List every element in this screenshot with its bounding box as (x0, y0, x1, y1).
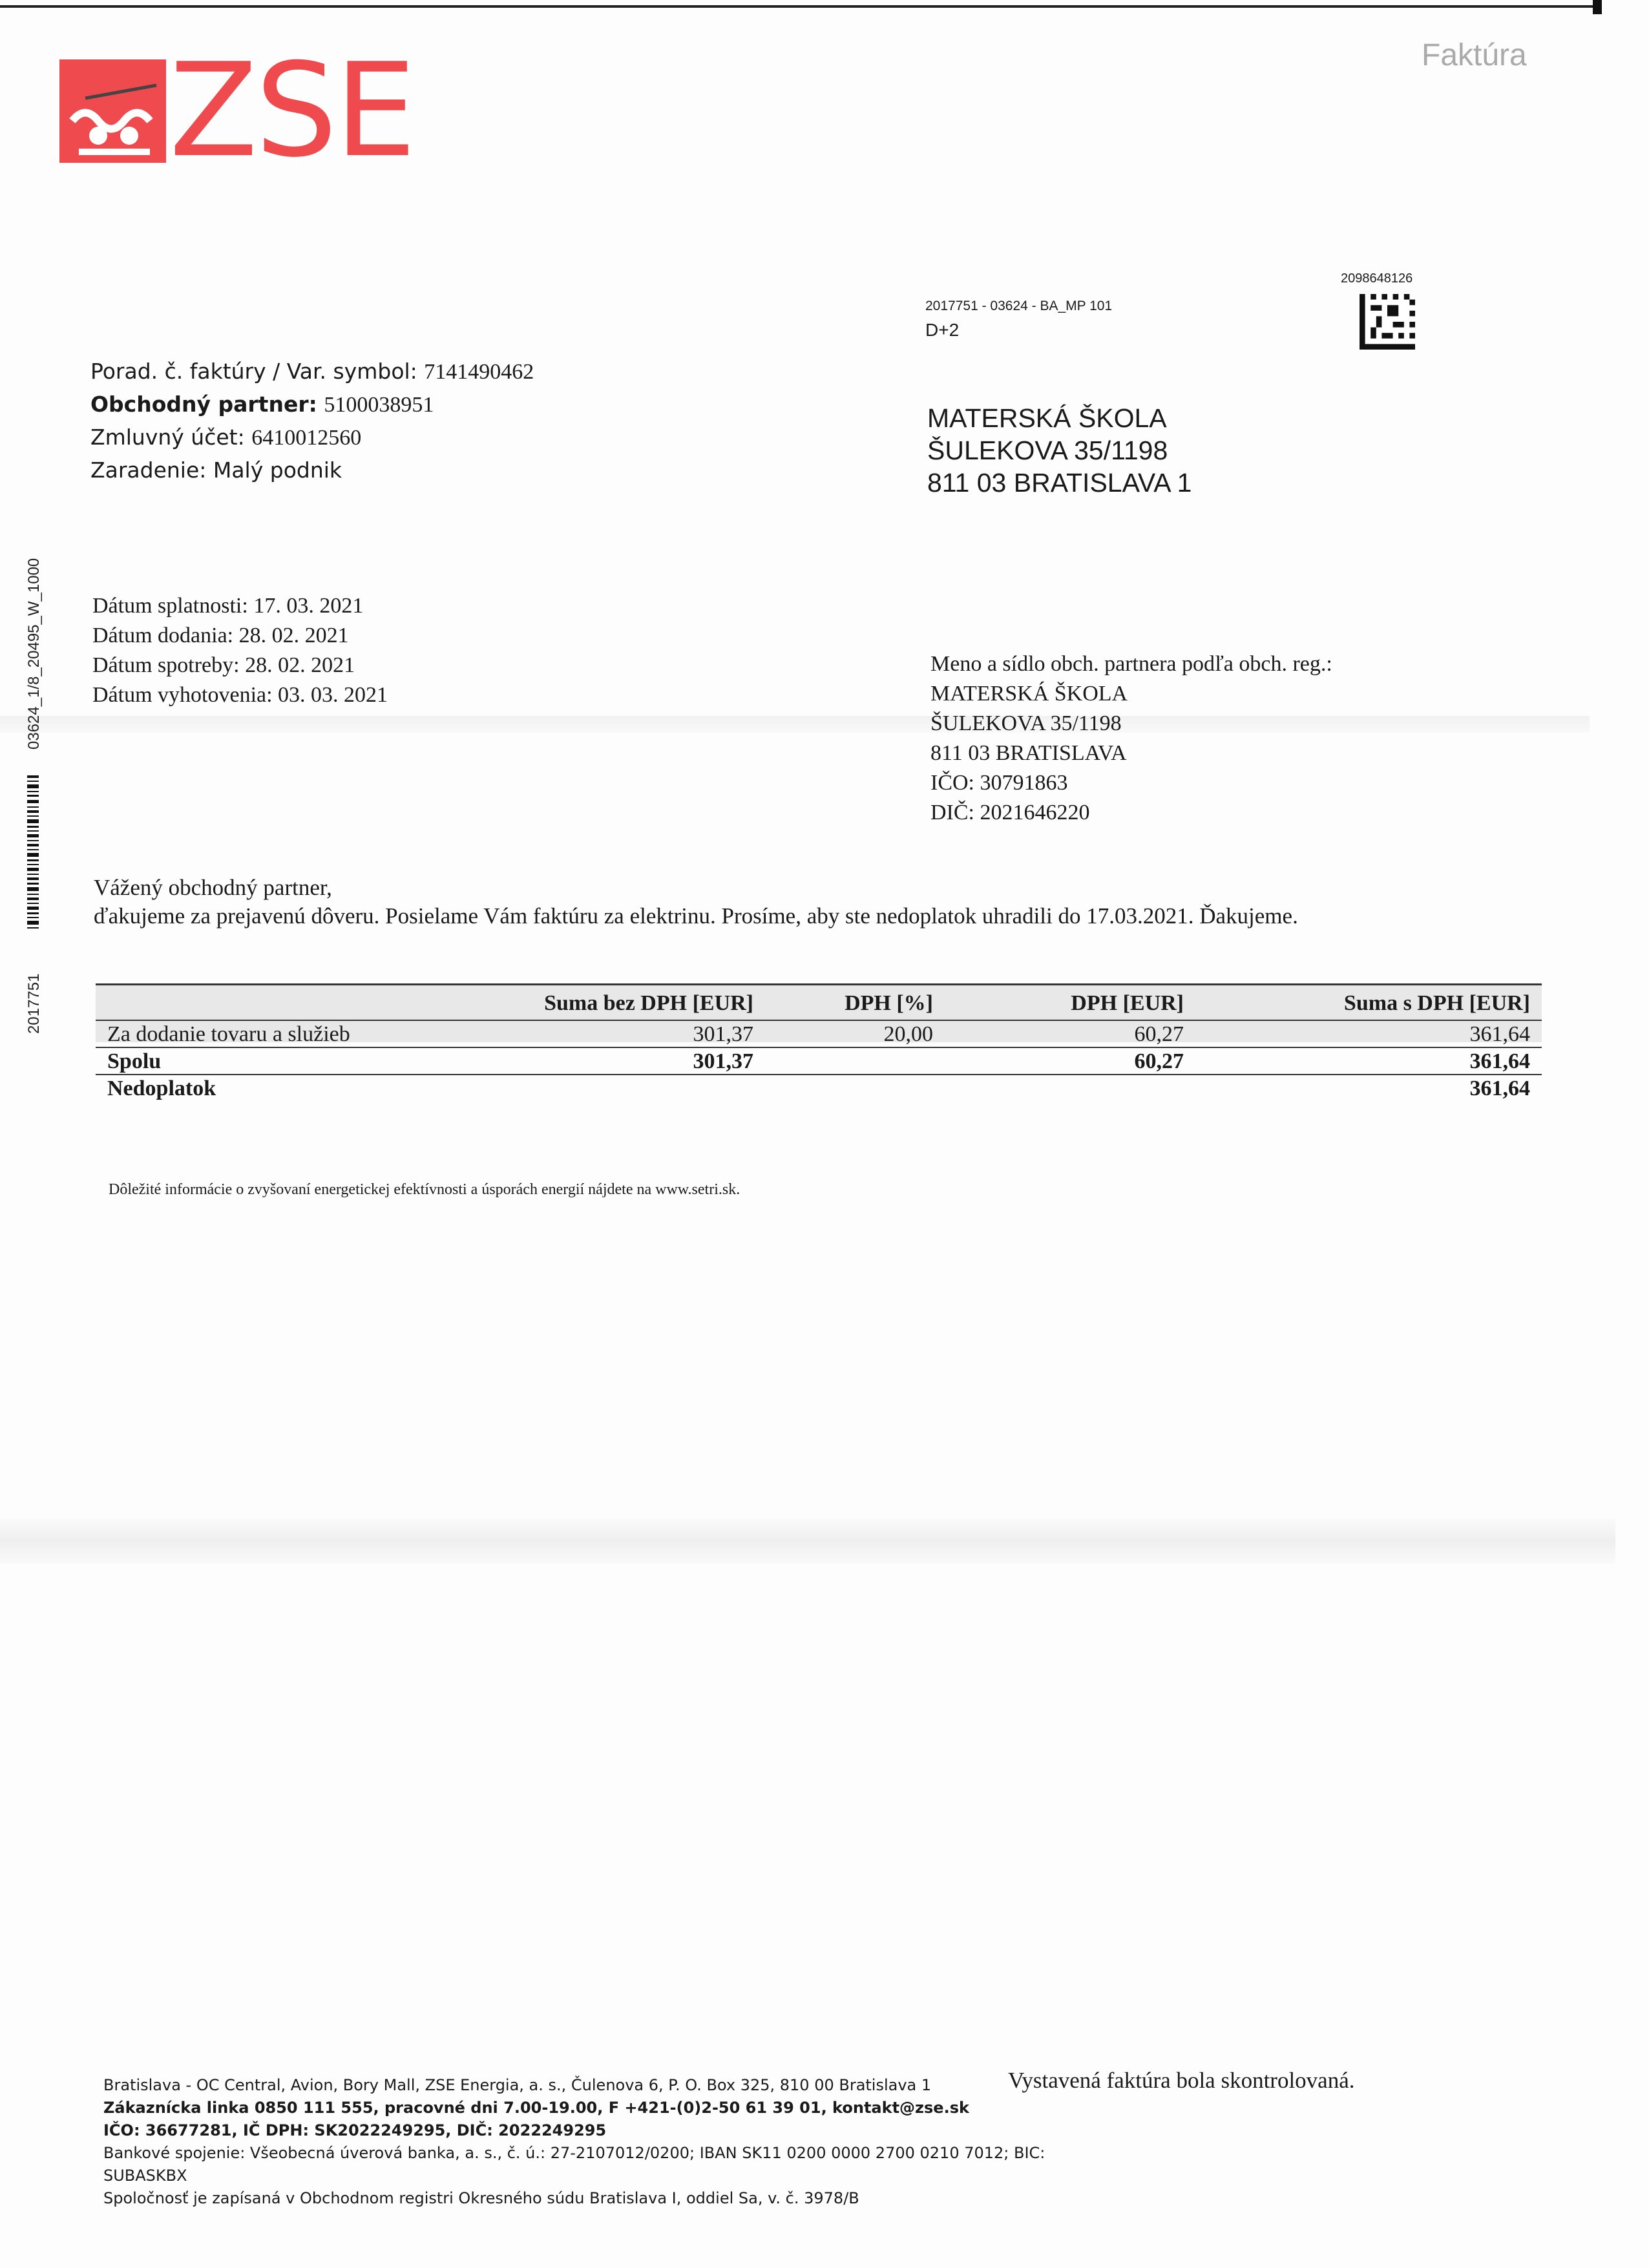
side-code-top: 03624_1/8_20495_W_1000 (25, 558, 43, 750)
mail-delivery-class: D+2 (925, 320, 960, 340)
recipient-street: ŠULEKOVA 35/1198 (927, 436, 1168, 465)
side-tracking-code (21, 556, 47, 1047)
table-row (96, 1020, 1542, 1047)
footer-address: Bratislava - OC Central, Avion, Bory Mall, ZSE Energia, a. s., Čulenova 6, P. O. Box 325, 810 00 Bratislava 1 (103, 2076, 932, 2094)
col-header-net: Suma bez DPH [EUR] (469, 983, 765, 1020)
row-gross: 361,64 (1469, 1022, 1530, 1046)
summary-table (96, 983, 1542, 1101)
account-label: Zmluvný účet: (90, 425, 245, 450)
col-header-vat-rate: DPH [%] (765, 983, 945, 1020)
recipient-name: MATERSKÁ ŠKOLA (927, 403, 1167, 433)
total-gross: 361,64 (1195, 1047, 1542, 1075)
logo-wordmark: ZSE (169, 36, 414, 186)
nedoplatok-vat-rate (765, 1075, 945, 1101)
efficiency-notice: Dôležité informácie o zvyšovaní energetickej efektívnosti a úsporách energií nájdete na www.setri.sk. (109, 1181, 740, 1198)
var-symbol-value: 7141490462 (424, 360, 534, 384)
total-vat: 60,27 (945, 1047, 1195, 1075)
datamatrix-code-icon (1360, 294, 1415, 350)
document-type: Faktúra (1422, 38, 1527, 72)
invoice-info (90, 355, 534, 487)
category: Zaradenie: Malý podnik (90, 457, 342, 483)
side-code-bottom: 2017751 (25, 973, 43, 1034)
total-label: Spolu (96, 1047, 469, 1075)
consumption-date: Dátum spotreby: 28. 02. 2021 (92, 653, 355, 677)
top-edge-mark (1593, 0, 1602, 14)
business-partner-heading: Meno a sídlo obch. partnera podľa obch. reg.: (930, 652, 1332, 676)
checked-statement: Vystavená faktúra bola skontrolovaná. (1008, 2068, 1355, 2093)
business-partner-ico: IČO: 30791863 (930, 771, 1068, 795)
row-net: 301,37 (693, 1022, 753, 1046)
footer-bank: Bankové spojenie: Všeobecná úverová banka, a. s., č. ú.: 27-2107012/0200; IBAN SK11 0200 0000 2700 0210 7012; BIC: (103, 2144, 1045, 2162)
recipient-address (927, 402, 1192, 499)
greeting-salutation: Vážený obchodný partner, (94, 875, 332, 900)
business-partner-dic: DIČ: 2021646220 (930, 801, 1090, 824)
greeting (94, 874, 1298, 930)
col-header-vat: DPH [EUR] (945, 983, 1195, 1020)
business-partner-block (930, 649, 1332, 828)
total-vat-rate (765, 1047, 945, 1075)
total-row (96, 1047, 1542, 1075)
var-symbol-label: Porad. č. faktúry / Var. symbol: (90, 359, 417, 384)
business-partner-name: MATERSKÁ ŠKOLA (930, 682, 1128, 706)
total-net: 301,37 (469, 1047, 765, 1075)
top-edge-line (0, 5, 1596, 8)
footer-bic: SUBASKBX (103, 2167, 187, 2185)
issue-date: Dátum vyhotovenia: 03. 03. 2021 (92, 683, 388, 707)
mail-routing-code: 2017751 - 03624 - BA_MP 101 (925, 299, 1113, 313)
nedoplatok-vat (945, 1075, 1195, 1101)
business-partner-street: ŠULEKOVA 35/1198 (930, 711, 1122, 735)
partner-label: Obchodný partner: (90, 392, 317, 417)
greeting-body: ďakujeme za prejavenú dôveru. Posielame Vám faktúru za elektrinu. Prosíme, aby ste nedoplatok uhradili do 17.03.2021. Ďakujeme. (94, 903, 1298, 929)
nedoplatok-amount: 361,64 (1469, 1076, 1530, 1100)
row-label: Za dodanie tovaru a služieb (107, 1022, 350, 1046)
zse-logo-icon (59, 59, 166, 163)
col-header-gross: Suma s DPH [EUR] (1195, 983, 1542, 1020)
scan-artifact (0, 1518, 1615, 1564)
partner-value: 5100038951 (324, 393, 434, 417)
recipient-city: 811 03 BRATISLAVA 1 (927, 468, 1192, 498)
business-partner-city: 811 03 BRATISLAVA (930, 741, 1127, 765)
table-header-row (96, 983, 1542, 1020)
footer-contact: Zákaznícka linka 0850 111 555, pracovné dni 7.00-19.00, F +421-(0)2-50 61 39 01, kontakt@zse.sk (103, 2099, 969, 2117)
scan-artifact (0, 716, 1590, 733)
delivery-date: Dátum dodania: 28. 02. 2021 (92, 624, 349, 647)
account-value: 6410012560 (251, 426, 362, 450)
barcode-number: 2098648126 (1341, 271, 1413, 286)
nedoplatok-label: Nedoplatok (107, 1076, 216, 1100)
footer (103, 2074, 1045, 2210)
nedoplatok-row (96, 1075, 1542, 1101)
row-vat-rate: 20,00 (883, 1022, 933, 1046)
invoice-dates (92, 591, 388, 710)
footer-ids: IČO: 36677281, IČ DPH: SK2022249295, DIČ: 2022249295 (103, 2121, 607, 2139)
row-vat: 60,27 (1134, 1022, 1184, 1046)
due-date: Dátum splatnosti: 17. 03. 2021 (92, 594, 364, 618)
nedoplatok-net (469, 1075, 765, 1101)
side-barcode-icon (27, 775, 39, 929)
col-header-item (96, 983, 469, 1020)
footer-register: Spoločnosť je zapísaná v Obchodnom registri Okresného súdu Bratislava I, oddiel Sa, v. č. 3978/B (103, 2189, 859, 2207)
